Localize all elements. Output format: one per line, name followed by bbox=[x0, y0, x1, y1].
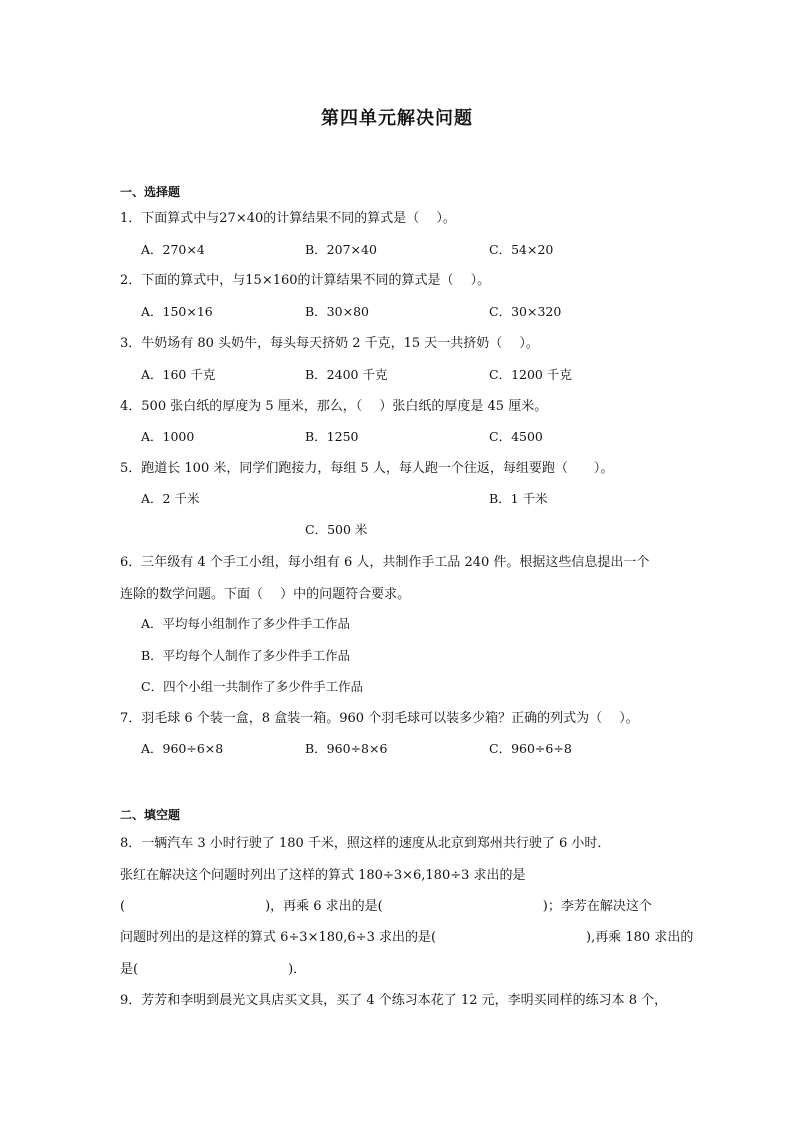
section-heading-fill: 二、填空题 bbox=[120, 808, 181, 822]
question-8-line2: 张红在解决这个问题时列出了这样的算式 180÷3×6,180÷3 求出的是 bbox=[120, 868, 526, 883]
question-8-line5 bbox=[120, 958, 306, 977]
question-8-line5-part-b: )． bbox=[288, 962, 307, 977]
question-8-line3-part-b: )，再乘 6 求出的是( bbox=[265, 899, 383, 914]
question-7-option-c: C．960÷6÷8 bbox=[489, 741, 572, 756]
question-8-line4 bbox=[120, 926, 693, 945]
question-8-line4-part-b: ),再乘 180 求出的 bbox=[586, 930, 694, 945]
question-6-option-b: B．平均每个人制作了多少件手工作品 bbox=[141, 648, 351, 663]
question-7-stem: 7．羽毛球 6 个装一盒，8 盒装一箱。960 个羽毛球可以装多少箱？正确的列式为（ ）。 bbox=[120, 711, 639, 726]
question-3-option-c: C．1200 千克 bbox=[489, 367, 572, 382]
question-8-line3 bbox=[120, 895, 652, 914]
question-1-option-c: C．54×20 bbox=[489, 242, 554, 257]
question-8-line1: 8．一辆汽车 3 小时行驶了 180 千米，照这样的速度从北京到郑州共行驶了 6 小时． bbox=[120, 836, 611, 851]
question-4-stem: 4．500 张白纸的厚度为 5 厘米，那么，（ ）张白纸的厚度是 45 厘米。 bbox=[120, 399, 548, 414]
question-3-option-b: B．2400 千克 bbox=[305, 367, 388, 382]
question-1-option-b: B．207×40 bbox=[305, 242, 377, 257]
question-2-option-b: B．30×80 bbox=[305, 304, 369, 319]
question-8-line4-part-a: 问题时列出的是这样的算式 6÷3×180,6÷3 求出的是( bbox=[120, 930, 437, 945]
question-4-option-b: B．1250 bbox=[305, 429, 359, 444]
question-2-stem: 2．下面的算式中，与15×160的计算结果不同的算式是（ ）。 bbox=[120, 273, 491, 288]
question-1-stem: 1．下面算式中与27×40的计算结果不同的算式是（ ）。 bbox=[120, 211, 456, 226]
question-5-option-a: A．2 千米 bbox=[141, 491, 200, 506]
page-title: 第四单元解决问题 bbox=[321, 108, 473, 129]
question-5-option-b: B．1 千米 bbox=[489, 491, 548, 506]
question-6-option-a: A．平均每小组制作了多少件手工作品 bbox=[141, 616, 351, 631]
question-6-stem-line2: 连除的数学问题。下面（ ）中的问题符合要求。 bbox=[120, 587, 411, 602]
question-8-line3-part-a: ( bbox=[120, 899, 126, 914]
question-8-line3-part-c: )；李芳在解决这个 bbox=[542, 899, 652, 914]
question-5-option-c: C．500 米 bbox=[305, 522, 368, 537]
question-1-option-a: A．270×4 bbox=[141, 242, 205, 257]
question-2-option-c: C．30×320 bbox=[489, 304, 562, 319]
question-4-option-a: A．1000 bbox=[141, 429, 195, 444]
question-7-option-a: A．960÷6×8 bbox=[141, 741, 224, 756]
question-7-option-b: B．960÷8×6 bbox=[305, 741, 388, 756]
question-9-line1: 9．芳芳和李明到晨光文具店买文具，买了 4 个练习本花了 12 元，李明买同样的练习本 8 个， bbox=[120, 993, 668, 1008]
question-5-stem: 5．跑道长 100 米，同学们跑接力，每组 5 人，每人跑一个往返，每组要跑（ ）。 bbox=[120, 461, 614, 476]
question-6-option-c: C．四个小组一共制作了多少件手工作品 bbox=[141, 679, 364, 694]
question-3-stem: 3．牛奶场有 80 头奶牛，每头每天挤奶 2 千克，15 天一共挤奶（ ）。 bbox=[120, 336, 539, 351]
section-heading-choice: 一、选择题 bbox=[120, 185, 181, 199]
question-4-option-c: C．4500 bbox=[489, 429, 543, 444]
question-8-line5-part-a: 是( bbox=[120, 962, 139, 977]
question-2-option-a: A．150×16 bbox=[141, 304, 213, 319]
question-3-option-a: A．160 千克 bbox=[141, 367, 216, 382]
question-6-stem-line1: 6．三年级有 4 个手工小组，每小组有 6 人，共制作手工品 240 件。根据这些信息提出一个 bbox=[120, 555, 650, 570]
